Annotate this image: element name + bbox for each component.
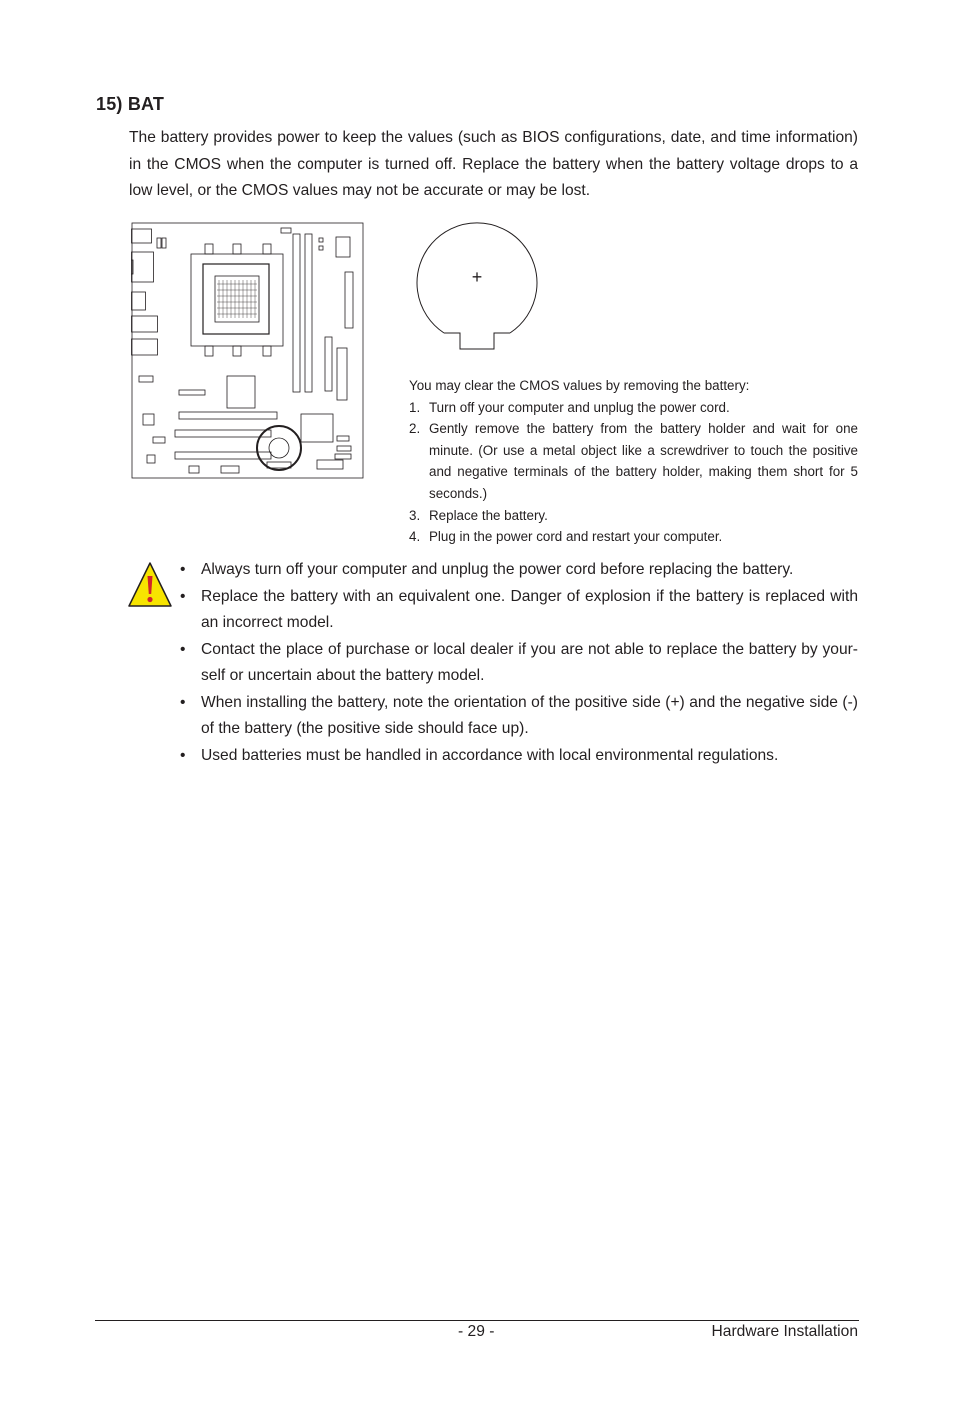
step-number: 2. <box>409 421 421 437</box>
page-number: - 29 - <box>458 1323 495 1340</box>
lan-port <box>132 316 158 332</box>
clear-cmos-steps <box>409 397 858 548</box>
ps2-port <box>132 229 152 243</box>
footer-divider <box>95 1320 859 1321</box>
bullet: • <box>180 640 186 658</box>
clear-cmos-instructions <box>409 375 858 548</box>
warning-text: Always turn off your computer and unplug the power cord before replacing the battery. <box>201 561 794 578</box>
pci-slot-1 <box>175 430 271 437</box>
ide-connector <box>337 348 347 400</box>
list-item <box>180 584 858 637</box>
section-heading: 15) BAT <box>96 94 165 114</box>
step-number: 1. <box>409 399 421 415</box>
list-item <box>180 557 858 584</box>
bullet: • <box>180 693 186 711</box>
positive-symbol: + <box>471 267 483 287</box>
bullet: • <box>180 561 186 578</box>
list-item <box>180 690 858 743</box>
south-bridge <box>301 414 333 442</box>
atx-power-connector <box>345 272 353 328</box>
usb-port <box>132 292 146 310</box>
warning-triangle-icon <box>127 561 173 609</box>
clear-cmos-intro: You may clear the CMOS values by removing the battery: <box>409 378 750 393</box>
step-text: Turn off your computer and unplug the power cord. <box>429 399 730 415</box>
step-number: 3. <box>409 507 421 523</box>
warning-text: Used batteries must be handled in accordance with local environmental regulations. <box>201 746 779 764</box>
pcie-x1-slot <box>179 390 205 395</box>
list-item <box>409 526 858 548</box>
step-text: Replace the battery. <box>429 507 548 523</box>
pcie-x16-slot <box>179 412 277 419</box>
bullet: • <box>180 746 186 764</box>
warning-text: Replace the battery with an equivalent one. Danger of explosion if the battery is replaced with an incorrect model. <box>201 587 858 631</box>
footer-section-name: Hardware Installation <box>711 1323 858 1340</box>
list-item <box>180 637 858 690</box>
warning-text: Contact the place of purchase or local dealer if you are not able to replace the battery by your-self or uncertain about the battery model. <box>201 640 858 684</box>
step-text: Gently remove the battery from the battery holder and wait for one minute. (Or use a metal object like a screwdriver to touch the positive and negative terminals of the battery holder, making them short for 5 seconds.) <box>429 421 858 501</box>
section-intro: The battery provides power to keep the values (such as BIOS configurations, date, and time information) in the CMOS when the computer is turned off. Replace the battery when the battery voltage drops to a low level, or the CMOS values may not be accurate or may be lost. <box>129 129 858 199</box>
battery-holder-tab <box>444 333 510 349</box>
board-outline <box>132 223 363 478</box>
battery-illustration <box>414 220 540 354</box>
dimm-slot-2 <box>305 234 312 392</box>
list-item <box>409 397 858 419</box>
battery-highlight-circle <box>257 426 301 470</box>
battery-warnings-list <box>180 557 858 769</box>
warning-text: When installing the battery, note the orientation of the positive side (+) and the negative side (-) of the battery (the positive side should face up). <box>201 693 858 737</box>
step-number: 4. <box>409 529 421 545</box>
battery-socket <box>269 438 289 458</box>
list-item <box>409 505 858 527</box>
list-item <box>409 418 858 504</box>
vga-port <box>132 252 154 282</box>
list-item <box>180 743 858 770</box>
dimm-slot-1 <box>293 234 300 392</box>
step-text: Plug in the power cord and restart your computer. <box>429 529 723 545</box>
north-bridge <box>227 376 255 408</box>
bullet: • <box>180 587 186 605</box>
audio-port <box>132 339 158 355</box>
motherboard-layout-diagram <box>131 222 365 480</box>
